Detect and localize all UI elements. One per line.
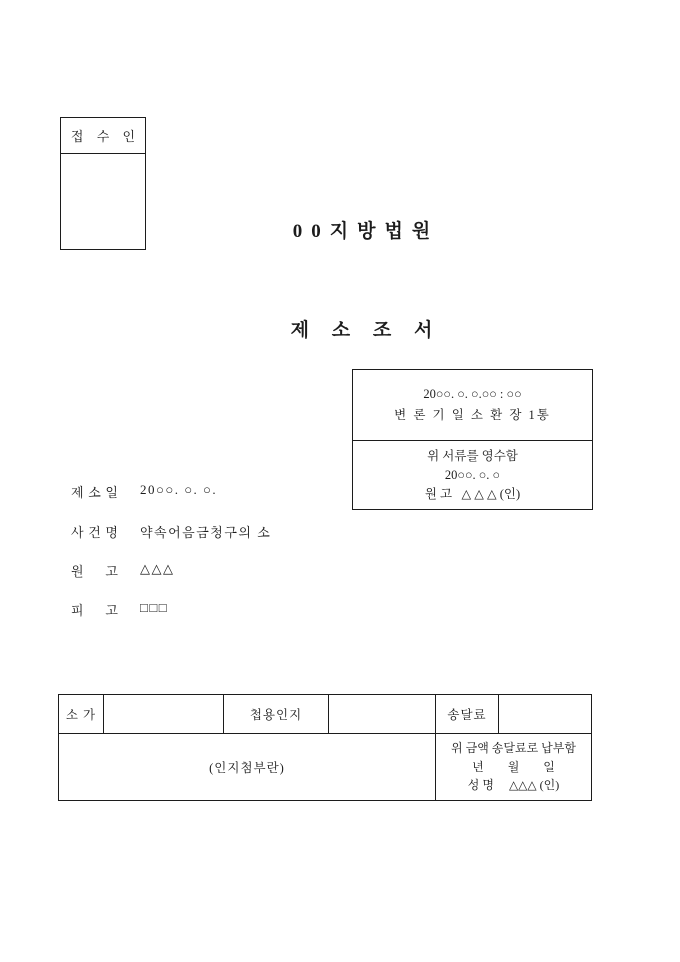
field-row-defendant [58,584,168,635]
defendant-label: 피 고 [71,603,118,618]
defendant-value: □□□ [140,600,169,615]
case-name-value: 약속어음금청구의 소 [140,525,272,540]
receipt-date: 20○○. ○. ○ [444,467,501,482]
plaintiff-signature-line: 원 고 △ △ △ (인) [424,486,521,501]
receipt-stamp-label: 접 수 인 [61,118,145,154]
suit-value-entry-cell [104,695,224,733]
service-fee-entry-cell [499,695,591,733]
receipt-confirmation-section [353,441,592,509]
fee-table-header [59,695,591,734]
document-type-title: 제 소 조 서 [290,320,442,341]
plaintiff-label: 원 고 [71,564,118,579]
summons-document-line: 변 론 기 일 소 환 장 1통 [394,408,551,422]
payment-note-date: 년 월 일 [472,759,555,774]
court-name-title: 00지방법원 [292,221,440,242]
filing-date-value: 20○○. ○. ○. [140,482,218,497]
plaintiff-value: △△△ [140,561,175,576]
service-fee-label-cell: 송달료 [436,695,499,733]
receipt-stamp-area [61,154,145,249]
receipt-stamp-box [60,117,146,250]
stamp-attachment-cell: (인지첨부란) [59,734,436,800]
suit-value-label-cell: 소 가 [59,695,104,733]
summons-datetime: 20○○. ○. ○.○○ : ○○ [423,387,522,401]
receipt-statement: 위 서류를 영수함 [427,448,518,463]
fee-table [58,694,592,801]
fee-table-body [59,734,591,800]
stamp-fee-entry-cell [329,695,436,733]
stamp-fee-label-cell: 첩용인지 [224,695,329,733]
summons-receipt-box [352,369,593,510]
payment-note-signature: 성 명 △△△ (인) [467,778,560,793]
summons-info-section [353,370,592,441]
filing-date-label: 제 소 일 [71,485,118,500]
payment-note-cell [436,734,591,800]
case-name-label: 사 건 명 [71,525,118,540]
payment-note-statement: 위 금액 송달료로 납부함 [451,741,576,756]
